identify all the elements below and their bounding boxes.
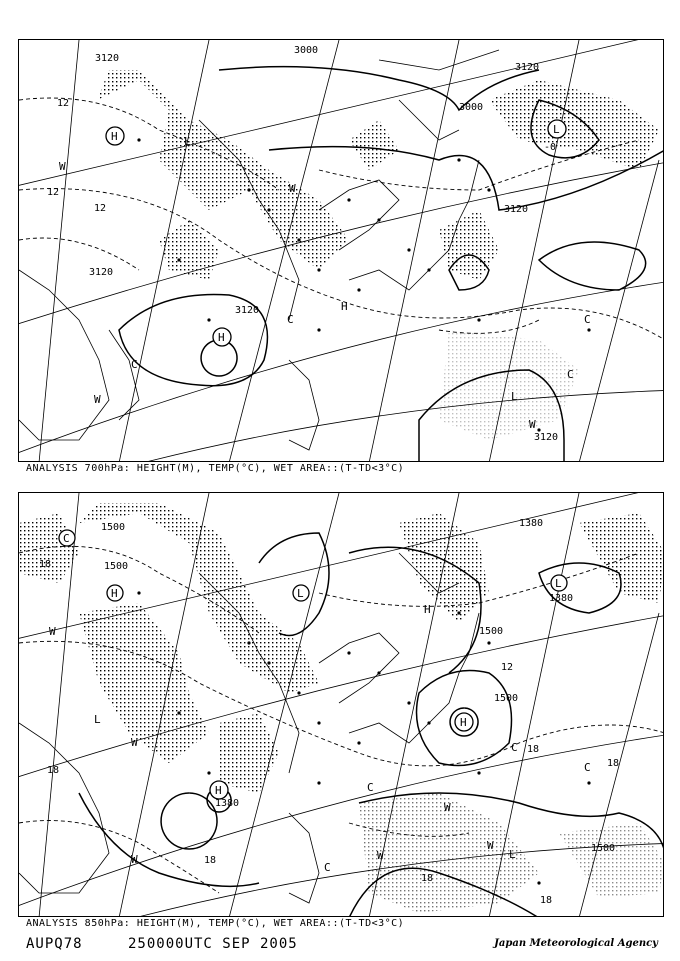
high-center: H: [341, 300, 348, 313]
map-850hpa-svg: [19, 493, 664, 917]
high-center-circled: H: [111, 587, 118, 600]
low-center: L: [94, 713, 101, 726]
map-panel-850hpa: [18, 492, 664, 917]
warm-center: W: [289, 182, 296, 195]
typhoon-center: H: [215, 784, 222, 797]
contour-label: 1500: [591, 843, 616, 854]
low-center: L: [184, 135, 191, 148]
cold-center: C: [367, 781, 374, 794]
cold-center: C: [584, 761, 591, 774]
cold-center: C: [567, 368, 574, 381]
contour-label: 3000: [459, 102, 484, 113]
warm-center: W: [487, 839, 494, 852]
contour-label: 1380: [519, 518, 544, 529]
caption-850hpa: ANALYSIS 850hPa: HEIGHT(M), TEMP(°C), WET AREA::(T-TD<3°C): [26, 918, 405, 929]
contour-label: 1380: [215, 798, 240, 809]
contour-label: 3120: [515, 62, 540, 73]
isotherm-label: 18: [527, 744, 540, 755]
isotherm-label: 12: [501, 662, 514, 673]
isotherm-label: 18: [540, 895, 553, 906]
agency-name: Japan Meteorological Agency: [494, 938, 658, 949]
high-center: H: [424, 603, 431, 616]
low-center-circled: L: [297, 587, 304, 600]
low-center-circled: L: [555, 577, 562, 590]
isotherm-label: 12: [57, 98, 70, 109]
warm-center: W: [94, 393, 101, 406]
low-center: L: [511, 390, 518, 403]
isotherm-label: 18: [39, 559, 52, 570]
caption-700hpa: ANALYSIS 700hPa: HEIGHT(M), TEMP(°C), WET AREA::(T-TD<3°C): [26, 463, 405, 474]
low-center: L: [509, 848, 516, 861]
warm-center: W: [377, 849, 384, 862]
valid-time: 250000UTC SEP 2005: [128, 936, 298, 952]
typhoon-center: H: [460, 716, 467, 729]
contour-label: 3120: [89, 267, 114, 278]
cold-center: C: [131, 358, 138, 371]
contour-label: 3000: [294, 45, 319, 56]
cold-center: C: [324, 861, 331, 874]
coastlines: [19, 50, 499, 450]
warm-center: W: [529, 418, 536, 431]
contour-label: 1380: [549, 593, 574, 604]
isotherm-label: 18: [47, 765, 60, 776]
isotherm-label: 12: [47, 187, 60, 198]
wet-areas: [97, 70, 659, 440]
map-panel-700hpa: [18, 39, 664, 462]
map-700hpa-svg: [19, 40, 664, 462]
contour-label: 3120: [95, 53, 120, 64]
warm-center: W: [131, 853, 138, 866]
isotherm-label: 18: [421, 873, 434, 884]
contour-label: 1500: [494, 693, 519, 704]
contour-label: 3120: [235, 305, 260, 316]
product-code: AUPQ78: [26, 936, 83, 952]
contour-label: 3120: [534, 432, 559, 443]
contour-label: 1500: [479, 626, 504, 637]
warm-center: W: [131, 736, 138, 749]
contour-label: 1500: [104, 561, 129, 572]
contour-label: 3120: [504, 204, 529, 215]
warm-center: W: [59, 160, 66, 173]
warm-center: W: [49, 625, 56, 638]
cold-center: C: [584, 313, 591, 326]
low-center-circled: L: [553, 123, 560, 136]
cold-center: C: [511, 741, 518, 754]
high-center-circled: H: [111, 130, 118, 143]
warm-center: W: [444, 801, 451, 814]
typhoon-center: H: [218, 331, 225, 344]
cold-center: C: [287, 313, 294, 326]
isotherm-label: -0: [544, 142, 557, 153]
isotherm-label: 18: [204, 855, 217, 866]
isotherm-label: 18: [607, 758, 620, 769]
isotherm-label: 12: [94, 203, 107, 214]
cold-center-circled: C: [63, 532, 70, 545]
contour-label: 1500: [101, 522, 126, 533]
